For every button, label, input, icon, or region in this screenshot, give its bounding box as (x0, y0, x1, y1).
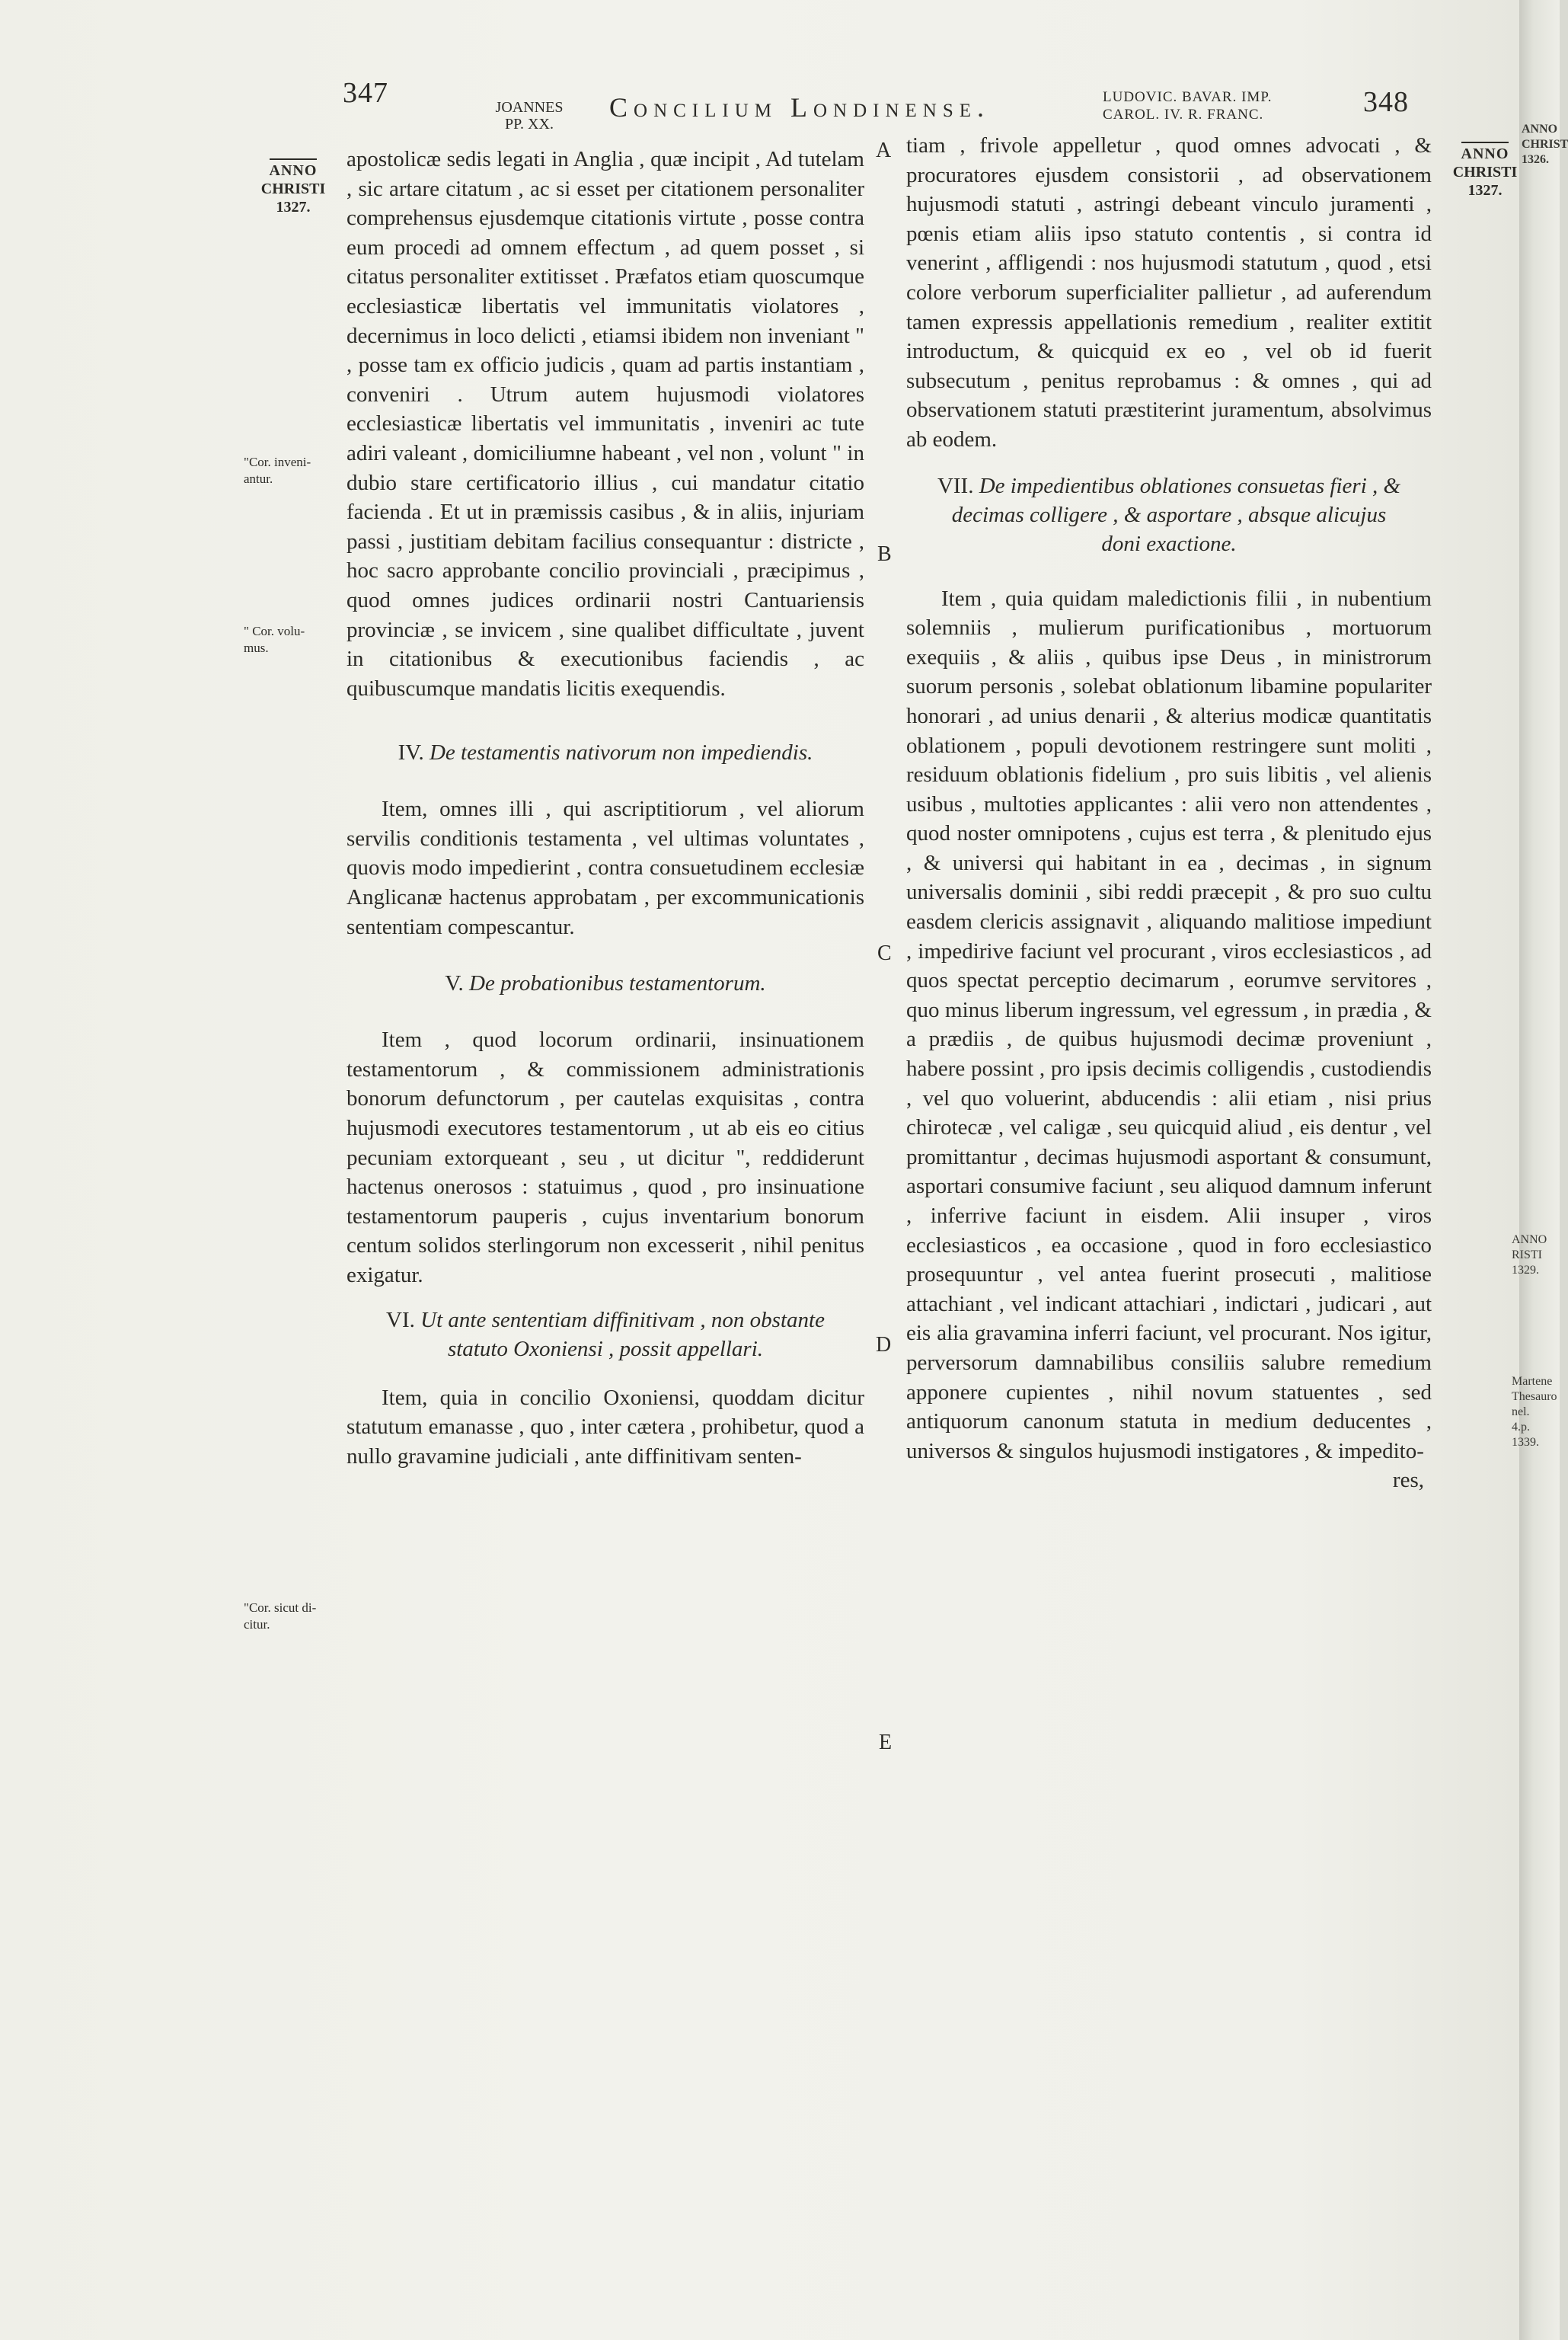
right-column (906, 131, 1432, 1495)
margin-year-right: ANNO CHRISTI 1327. (1443, 142, 1527, 200)
paragraph: Item , quod locorum ordinarii, insinuationem testamentorum , & commissionem administrationis bonorum defunctorum , per cautelas exquisitas , contra hujusmodi executores testamentorum , ut ab eis eo citius pecuniam extorqueant , seu , ut dicitur ", reddiderunt hactenus onerosos : statuimus , quod , pro insinuatione testamentorum pauperis , cujus inventarium bonorum centum solidos sterlingorum non excesserit , nihil penitus exigatur. (346, 1028, 864, 1287)
section-letter-d: D (876, 1333, 892, 1357)
paragraph: Item, quia in concilio Oxoniensi, quoddam dicitur statutum emanasse , quo , inter cætera , prohibetur, quod a nullo gravamine judiciali , ante diffinitivam senten- (346, 1385, 864, 1469)
section-letter-c: C (877, 941, 892, 965)
margin-note-corr-3: "Cor. sicut di- citur. (244, 1600, 317, 1632)
left-column (346, 145, 864, 1471)
section-heading-v: V. De probationibus testamentorum. (445, 971, 766, 996)
bleed-note-mid: ANNO RISTI 1329. (1512, 1233, 1547, 1277)
page-title: Concilium Londinense. (609, 92, 991, 123)
section-letter-b: B (877, 542, 892, 566)
catchword: res, (1392, 1468, 1424, 1493)
paragraph: Item , quia quidam maledictionis filii , in nubentium solemniis , mulierum purificationibus , mortuorum exequiis , & aliis , quibus ipse Deus , in ministrorum suorum personis , solebat oblationum libamine populariter honorari , ad unius denarii , & alterius modicæ quantitatis oblationem , populi devotionem restringere sunt moliti , residuum oblationis fidelium , pro suis libitis , vel alienis usibus , multoties applicantes : alii vero non attendentes , quod noster omnipotens , cujus est terra , & plenitudo ejus , & universi qui habitant in ea , decimas , in signum universalis dominii , sibi reddi præcepit , & pro suo cultu easdem clericis assignavit , aliquando malitiose impediunt , impedirive faciunt vel procurant , viros ecclesiasticos , ad quos spectat perceptio decimarum , eorumve servitores , quo minus liberum ingressum, vel egressum , in prædia , & a prædiis , de quibus hujusmodi decimæ proveniunt , habere possint , pro ipsis decimis colligendis , custodiendis , vel quo voluerint, abducendis : alii etiam , nisi prius chirotecæ , vel caligæ , seu quicquid aliud , eis dentur , vel promittantur , decimas hujusmodi asportant & consumunt, asportari consumive faciunt , seu aliquod damnum inferunt , inferrive faciunt in eisdem. Alii insuper , viros ecclesiasticos , ea occasione , quod in foro ecclesiastico prosequuntur , vel antea fuerint prosecuti , malitiose attachiant , vel indicant attachiari , indictari , judicari , aut eis alia gravamina inferri faciunt, vel procurant. Nos igitur, perversorum damnabilibus consiliis salubre remedium apponere cupientes , nihil novum statuentes , sed antiquorum canonum statuta in medium deducentes , universos & singulos hujusmodi instigatores , & impedito- (906, 586, 1432, 1463)
margin-note-corr-1: "Cor. inveni- antur. (244, 455, 311, 486)
paragraph: tiam , frivole appelletur , quod omnes advocati , & procuratores ejusdem consistorii , ad observationem hujusmodi statuti , astringi debeant vinculo juramenti , pœnis etiam aliis ipso statuto contentis , si contra id venerint , affligendi : nos hujusmodi statutum , quod , etsi colore verborum superficialiter pallietur , ad auferendum tamen expressis appellationis remedium , realiter extitit introductum, & quicquid ex eo , vel ob id fuerit subsecutum , penitus reprobamus : & omnes , qui ad observationem statuti præstiterint juramentum, absolvimus ab eodem. (906, 133, 1432, 452)
section-heading-vii: VII. De impedientibus oblationes consuetas fieri , & decimas colligere , & asportare , absque alicujus doni exactione. (937, 473, 1401, 556)
bleed-note-low: Martene Thesauro nel. 4.p. 1339. (1512, 1375, 1557, 1449)
running-head-right: LUDOVIC. BAVAR. IMP. CAROL. IV. R. FRANC. (1103, 89, 1273, 123)
section-heading-vi: VI. Ut ante sententiam diffinitivam , non obstante statuto Oxoniensi , possit appellari. (386, 1307, 825, 1361)
margin-year-left: ANNO CHRISTI 1327. (251, 158, 335, 216)
page-number-left: 347 (343, 77, 388, 109)
section-letter-a: A (876, 139, 892, 162)
running-head-left: JOANNES PP. XX. (495, 99, 564, 133)
paragraph: Item, omnes illi , qui ascriptitiorum , vel aliorum servilis conditionis testamenta , vel ultimas voluntates , quovis modo impedierint , contra consuetudinem ecclesiæ Anglicanæ hactenus approbatam , per excommunicationis sententiam compescantur. (346, 797, 864, 939)
section-letter-e: E (879, 1731, 893, 1754)
bleed-note-top: ANNO CHRIST 1326. (1522, 123, 1568, 166)
section-heading-iv: IV. De testamentis nativorum non impediendis. (398, 740, 813, 766)
page-number-right: 348 (1363, 86, 1409, 118)
paragraph: apostolicæ sedis legati in Anglia , quæ incipit , Ad tutelam , sic artare citatum , ac si esset per citationem personaliter comprehensus ejusdemque citationis virtute , posse contra eum procedi ad omnem effectum , ad quem posset , si citatus personaliter extitisset . Præfatos etiam quoscumque ecclesiasticæ libertatis vel immunitatis violatores , decernimus in loco delicti , etiamsi ibidem non inveniant " , posse tam ex officio judicis , quam ad partis instantiam , conveniri . Utrum autem hujusmodi violatores ecclesiasticæ libertatis vel immunitatis , inveniri ac tute adiri valeant , domiciliumne habeant , vel non , volunt " in dubio stare certificatorio illius , cui mandatur citatio facienda . Et ut in præmissis casibus , & in aliis, injuriam passi , justitiam debitam facilius consequantur : districte , hoc sacro approbante concilio provinciali , præcipimus , quod omnes judices ordinarii nostri Cantuariensis provinciæ , se invicem , sine qualibet difficultate , juvent in citationibus & executionibus faciendis , ac quibuscumque mandatis licitis exequendis. (346, 147, 864, 701)
next-page-edge (1519, 0, 1568, 2340)
margin-note-corr-2: " Cor. volu- mus. (244, 624, 305, 655)
